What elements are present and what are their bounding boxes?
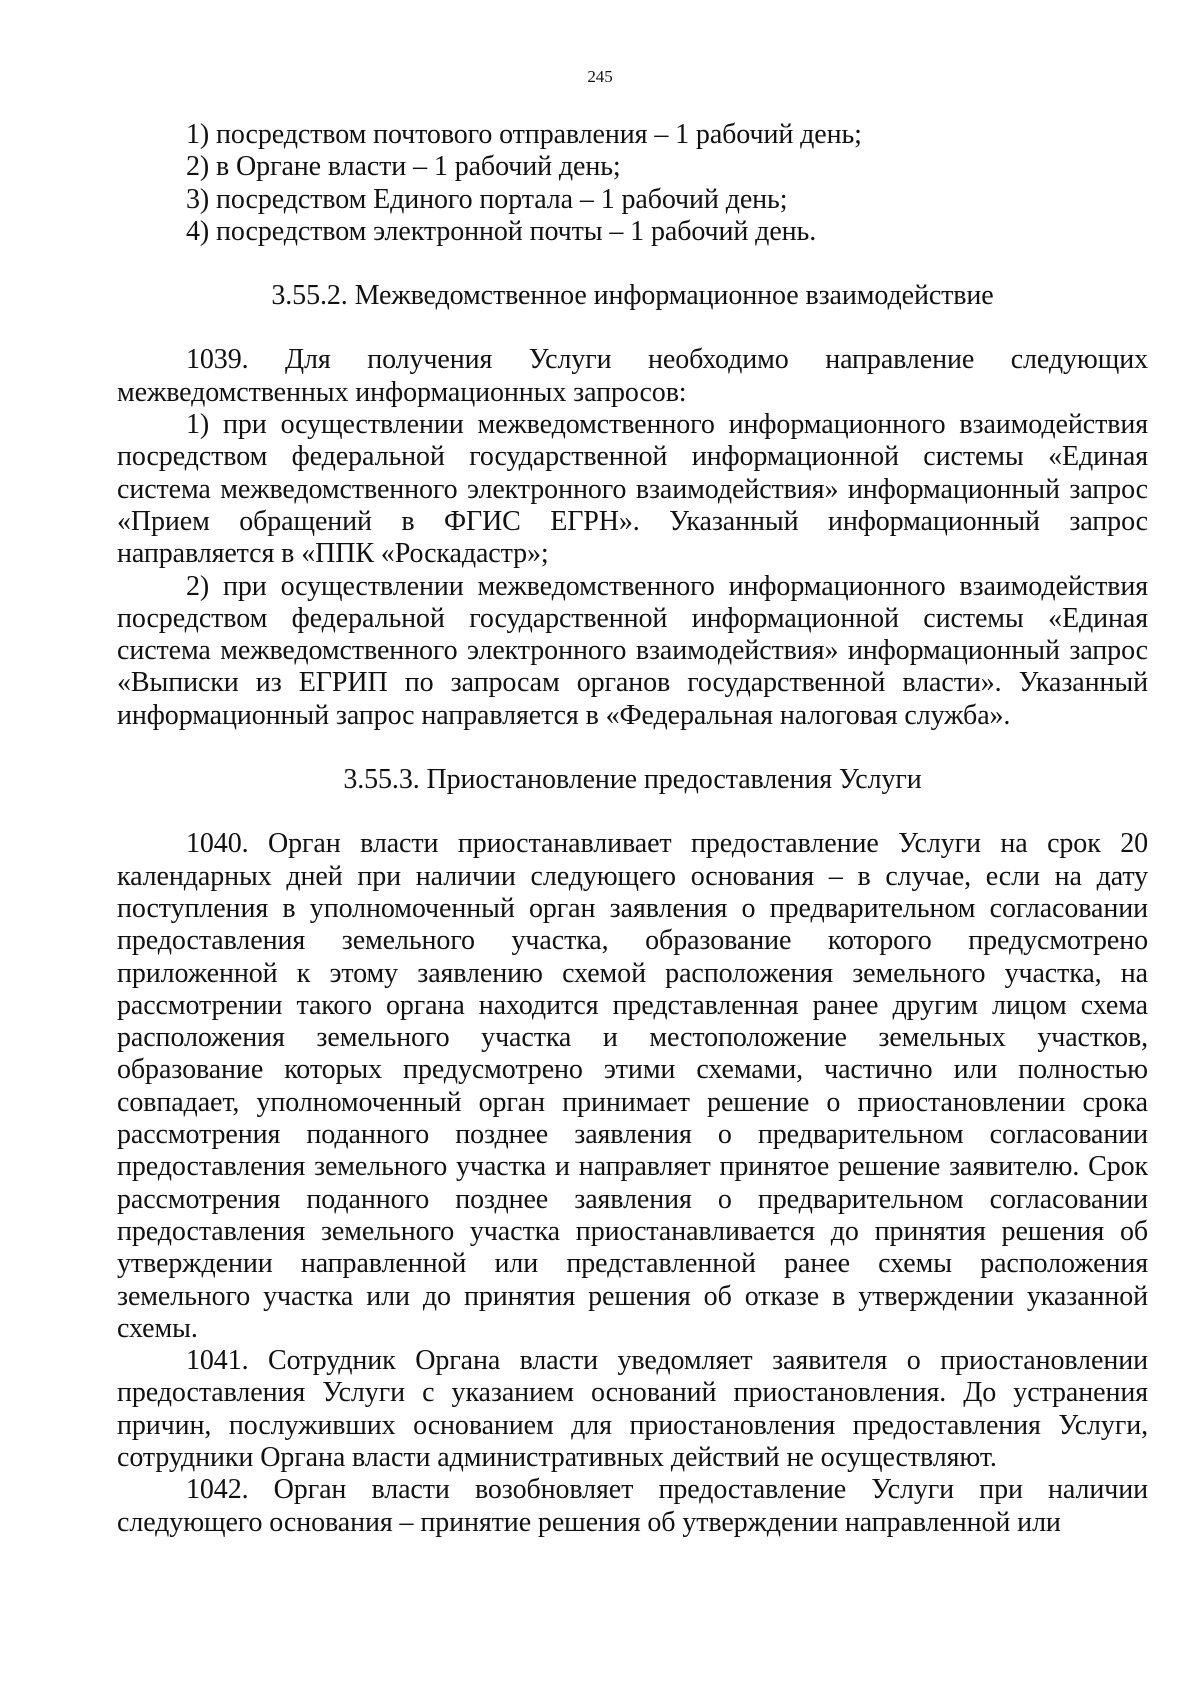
- page-number: 245: [587, 67, 613, 86]
- paragraph-1039: 1039. Для получения Услуги необходимо направление следующих межведомственных информационных запросов:: [117, 344, 1148, 408]
- delivery-term-item: 1) посредством почтового отправления – 1 рабочий день;: [186, 119, 862, 150]
- paragraph-1042: 1042. Орган власти возобновляет предоставление Услуги при наличии следующего основания – принятие решения об утверждении направленной или: [117, 1474, 1148, 1538]
- section-heading-3552: 3.55.2. Межведомственное информационное взаимодействие: [271, 280, 994, 312]
- paragraph-1040: 1040. Орган власти приостанавливает предоставление Услуги на срок 20 календарных дней при наличии следующего основания – в случае, если на дату поступления в уполномоченный орган заявления о предварительном согласовании предоставления земельного участка, образование которого предусмотрено приложенной к этому заявлению схемой расположения земельного участка, на рассмотрении такого органа находится представленная ранее другим лицом схема расположения земельного участка и местоположение земельных участков, образование которых предусмотрено этими схемами, частично или полностью совпадает, уполномоченный орган принимает решение о приостановлении срока рассмотрения поданного позднее заявления о предварительном согласовании предоставления земельного участка и направляет принятое решение заявителю. Срок рассмотрения поданного позднее заявления о предварительном согласовании предоставления земельного участка приостанавливается до принятия решения об утверждении направленной или представленной ранее схемы расположения земельного участка или до принятия решения об отказе в утверждении указанной схемы.: [117, 828, 1148, 1344]
- spacer: [117, 312, 1148, 344]
- delivery-term-item: 2) в Органе власти – 1 рабочий день;: [186, 151, 621, 183]
- request-item-2: 2) при осуществлении межведомственного информационного взаимодействия посредством федеральной государственной информационной системы «Единая система межведомственного электронного взаимодействия» информационный запрос «Выписки из ЕГРИП по запросам органов государственной власти». Указанный информационный запрос направляется в «Федеральная налоговая служба».: [117, 570, 1148, 731]
- document-body: [117, 119, 1148, 1539]
- paragraph-1041: 1041. Сотрудник Органа власти уведомляет заявителя о приостановлении предоставления Услуги с указанием оснований приостановления. До устранения причин, послуживших основанием для приостановления предоставления Услуги, сотрудники Органа власти административных действий не осуществляют.: [117, 1345, 1148, 1473]
- section-heading-3553: 3.55.3. Приостановление предоставления Услуги: [343, 764, 922, 796]
- spacer: [117, 248, 1148, 280]
- delivery-term-item: 4) посредством электронной почты – 1 рабочий день.: [186, 215, 817, 247]
- delivery-term-item: 3) посредством Единого портала – 1 рабочий день;: [186, 183, 788, 215]
- spacer: [117, 732, 1148, 764]
- request-item-1: 1) при осуществлении межведомственного информационного взаимодействия посредством федеральной государственной информационной системы «Единая система межведомственного электронного взаимодействия» информационный запрос «Прием обращений в ФГИС ЕГРН». Указанный информационный запрос направляется в «ППК «Роскадастр»;: [117, 409, 1148, 570]
- spacer: [117, 796, 1148, 828]
